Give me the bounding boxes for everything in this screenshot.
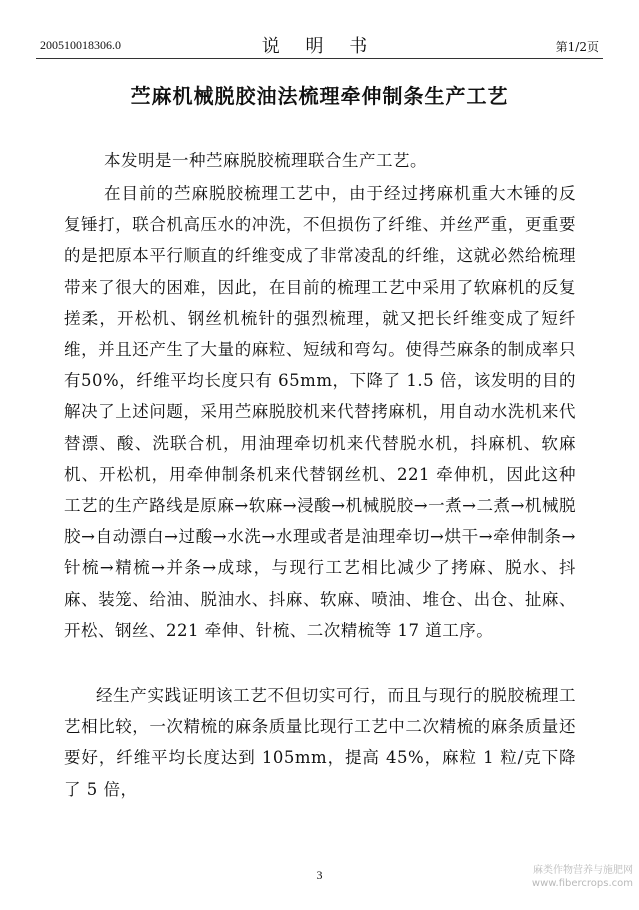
paragraph-background: 在目前的苎麻脱胶梳理工艺中，由于经过拷麻机重大木锤的反复锤打，联合机高压水的冲洗，不但损伤了纤维、并丝严重，更重要的是把原本平行顺直的纤维变成了非常凌乱的纤维，这就必然给梳理带来了很大的困难，因此，在目前的梳理工艺中采用了软麻机的反复搓柔，开松机、钢丝机梳针的强烈梳理，就又把长纤维变成了短纤维，并且还产生了大量的麻粒、短绒和弯勾。使得苎麻条的制成率只有50%，纤维平均长度只有 65mm，下降了 1.5 倍，该发明的目的解决了上述问题，采用苎麻脱胶机来代替拷麻机，用自动水洗机来代替漂、酸、洗联合机，用油理牵切机来代替脱水机，抖麻机、软麻机、开松机，用牵伸制条机来代替钢丝机、221 牵伸机，因此这种工艺的生产路线是原麻→软麻→浸酸→机械脱胶→一煮→二煮→机械脱胶→自动漂白→过酸→水洗→水理或者是油理牵切→烘干→牵伸制条→针梳→精梳→并条→成球，与现行工艺相比减少了拷麻、脱水、抖麻、装笼、给油、脱油水、抖麻、软麻、喷油、堆仓、出仓、扯麻、开松、钢丝、221 牵伸、针梳、二次精梳等 17 道工序。 xyxy=(64,184,576,640)
application-number: 200510018306.0 xyxy=(40,38,121,52)
watermark-line-1: 麻类作物营养与施肥网 xyxy=(533,865,633,876)
page-number: 3 xyxy=(316,868,323,882)
document-title: 苎麻机械脱胶油法梳理牵伸制条生产工艺 xyxy=(130,84,509,108)
watermark xyxy=(532,864,633,890)
document-type-heading: 说 明 书 xyxy=(261,36,378,57)
paragraph-intro: 本发明是一种苎麻脱胶梳理联合生产工艺。 xyxy=(104,151,427,170)
watermark-line-2: www.fibercrops.com xyxy=(531,878,633,889)
paragraph-results: 经生产实践证明该工艺不但切实可行，而且与现行的脱胶梳理工艺相比较，一次精梳的麻条质量比现行工艺中二次精梳的麻条质量还要好，纤维平均长度达到 105mm，提高 45%，麻粒 1 粒/克下降了 5 倍， xyxy=(64,686,576,799)
page-label: 第1/2页 xyxy=(555,40,599,54)
header-divider xyxy=(36,58,603,59)
